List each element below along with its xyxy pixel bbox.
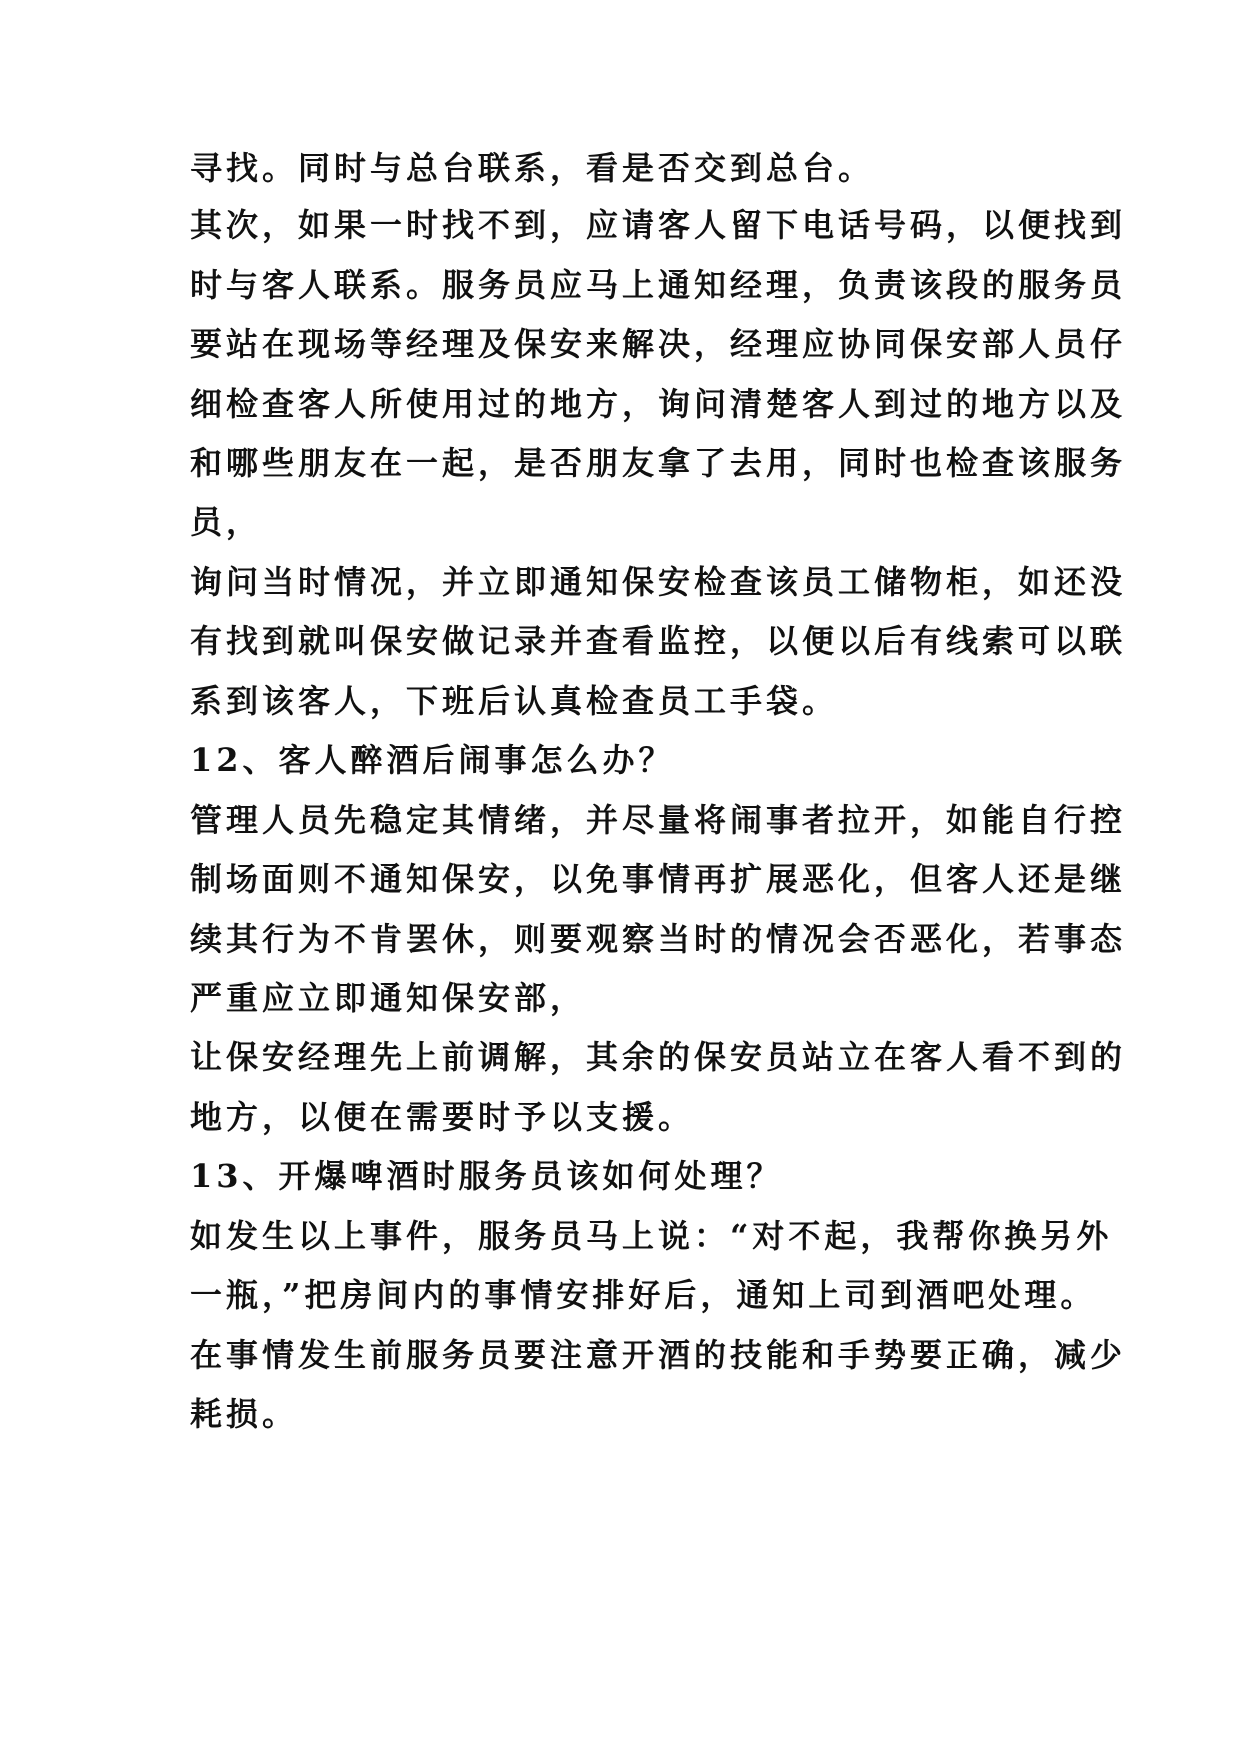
- text-line: 在事情发生前服务员要注意开酒的技能和手势要正确，减少: [190, 1336, 1127, 1374]
- text-line: 一瓶，”把房间内的事情安排好后，通知上司到酒吧处理。: [190, 1276, 1097, 1314]
- text-line: 细检查客人所使用过的地方，询问清楚客人到过的地方以及: [190, 385, 1127, 423]
- text-line: 员，: [190, 503, 263, 541]
- section-heading: 12、客人醉酒后闹事怎么办？: [190, 741, 675, 779]
- text-line: 有找到就叫保安做记录并查看监控，以便以后有线索可以联: [190, 622, 1127, 660]
- text-line: 如发生以上事件，服务员马上说：“对不起，我帮你换另外: [190, 1217, 1113, 1255]
- text-line: 续其行为不肯罢休，则要观察当时的情况会否恶化，若事态: [190, 920, 1127, 958]
- text-line: 其次，如果一时找不到，应请客人留下电话号码，以便找到: [190, 206, 1127, 244]
- text-line: 让保安经理先上前调解，其余的保安员站立在客人看不到的: [190, 1038, 1127, 1076]
- text-line: 严重应立即通知保安部，: [190, 979, 587, 1017]
- text-line: 系到该客人，下班后认真检查员工手袋。: [190, 682, 839, 720]
- text-line: 时与客人联系。服务员应马上通知经理，负责该段的服务员: [190, 266, 1127, 304]
- text-line: 要站在现场等经理及保安来解决，经理应协同保安部人员仔: [190, 325, 1127, 363]
- section-heading: 13、开爆啤酒时服务员该如何处理？: [190, 1157, 783, 1195]
- text-line: 制场面则不通知保安，以免事情再扩展恶化，但客人还是继: [190, 860, 1127, 898]
- text-line: 询问当时情况，并立即通知保安检查该员工储物柜，如还没: [190, 563, 1127, 601]
- text-line: 寻找。同时与总台联系，看是否交到总台。: [190, 149, 875, 187]
- text-line: 管理人员先稳定其情绪，并尽量将闹事者拉开，如能自行控: [190, 801, 1127, 839]
- text-line: 耗损。: [190, 1395, 299, 1433]
- text-line: 地方，以便在需要时予以支援。: [190, 1098, 695, 1136]
- text-line: 和哪些朋友在一起，是否朋友拿了去用，同时也检查该服务: [190, 444, 1127, 482]
